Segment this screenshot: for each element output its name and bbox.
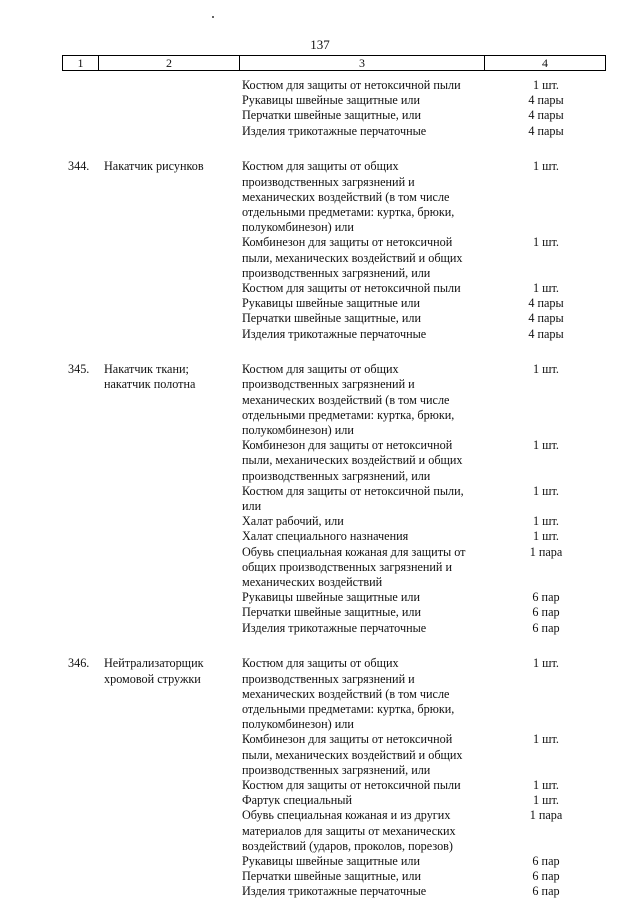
item-text: или bbox=[242, 499, 262, 513]
item-quantity: 1 шт. bbox=[533, 280, 559, 295]
item-text: Перчатки швейные защитные, или bbox=[242, 605, 422, 620]
item-text: Изделия трикотажные перчаточные bbox=[242, 326, 427, 341]
profession-name: хромовой стружки bbox=[104, 671, 201, 686]
item-text: Изделия трикотажные перчаточные bbox=[242, 620, 427, 635]
item-text: Костюм для защиты от общих bbox=[242, 656, 399, 671]
item-text: производственных загрязнений и bbox=[242, 377, 415, 392]
item-text: производственных загрязнений, или bbox=[242, 265, 431, 280]
item-text: Костюм для защиты от нетоксичной пыли bbox=[242, 280, 461, 295]
item-text: Обувь специальная кожаная для защиты от bbox=[242, 544, 466, 559]
item-text: Комбинезон для защиты от нетоксичной bbox=[242, 732, 453, 747]
item-text: механических воздействий (в том числе bbox=[242, 686, 450, 701]
item-text: производственных загрязнений, или bbox=[242, 762, 431, 777]
item-quantity: 1 шт. bbox=[533, 438, 559, 453]
item-text: Фартук специальный bbox=[242, 793, 352, 808]
item-quantity: 1 шт. bbox=[533, 235, 559, 250]
item-text: пыли, механических воздействий и общих bbox=[242, 250, 463, 265]
item-quantity: 6 пар bbox=[532, 605, 560, 620]
item-text: полукомбинезон) или bbox=[242, 717, 354, 732]
header-col-3: 3 bbox=[239, 56, 484, 70]
item-quantity: 6 пар bbox=[532, 590, 560, 605]
item-text: отдельными предметами: куртка, брюки, bbox=[242, 701, 455, 716]
header-col-2: 2 bbox=[98, 56, 239, 70]
item-quantity: 4 пары bbox=[528, 311, 564, 326]
item-quantity: 1 шт. bbox=[533, 732, 559, 747]
entry-number: 344. bbox=[68, 159, 90, 174]
item-text: Рукавицы швейные защитные или bbox=[242, 296, 420, 311]
item-quantity: 1 шт. bbox=[533, 656, 559, 671]
item-text: Рукавицы швейные защитные или bbox=[242, 590, 420, 605]
profession-name: Накатчик рисунков bbox=[104, 159, 204, 174]
item-text: Обувь специальная кожаная и из других bbox=[242, 808, 451, 823]
item-quantity: 1 шт. bbox=[533, 777, 559, 792]
item-text: механических воздействий (в том числе bbox=[242, 189, 450, 204]
item-text: Перчатки швейные защитные, или bbox=[242, 869, 422, 884]
item-text: пыли, механических воздействий и общих bbox=[242, 453, 463, 468]
item-text: пыли, механических воздействий и общих bbox=[242, 747, 463, 762]
scan-speck bbox=[212, 16, 214, 18]
item-text: отдельными предметами: куртка, брюки, bbox=[242, 407, 455, 422]
item-quantity: 1 шт. bbox=[533, 514, 559, 529]
header-col-4: 4 bbox=[484, 56, 605, 70]
item-text: полукомбинезон) или bbox=[242, 220, 354, 235]
item-text: Костюм для защиты от общих bbox=[242, 362, 399, 377]
item-text: механических воздействий (в том числе bbox=[242, 392, 450, 407]
item-quantity: 4 пары bbox=[528, 326, 564, 341]
item-text: Рукавицы швейные защитные или bbox=[242, 93, 420, 108]
profession-name: Накатчик ткани; bbox=[104, 362, 189, 377]
entry-number: 346. bbox=[68, 656, 90, 671]
item-text: механических воздействий bbox=[242, 575, 383, 589]
item-quantity: 1 шт. bbox=[533, 78, 559, 92]
item-quantity: 4 пары bbox=[528, 123, 564, 138]
item-text: Изделия трикотажные перчаточные bbox=[242, 123, 427, 138]
item-text: Комбинезон для защиты от нетоксичной bbox=[242, 438, 453, 453]
item-quantity: 4 пары bbox=[528, 93, 564, 108]
item-text: производственных загрязнений, или bbox=[242, 468, 431, 483]
item-quantity: 4 пары bbox=[528, 108, 564, 123]
item-text: отдельными предметами: куртка, брюки, bbox=[242, 204, 455, 219]
item-text: материалов для защиты от механических bbox=[242, 823, 456, 838]
item-quantity: 1 шт. bbox=[533, 483, 559, 498]
item-text: Костюм для защиты от нетоксичной пыли, bbox=[242, 483, 464, 498]
item-text: Перчатки швейные защитные, или bbox=[242, 108, 422, 123]
item-text: Халат рабочий, или bbox=[242, 514, 344, 529]
item-text: Костюм для защиты от общих bbox=[242, 159, 399, 174]
item-text: Комбинезон для защиты от нетоксичной bbox=[242, 235, 453, 250]
item-quantity: 1 шт. bbox=[533, 793, 559, 808]
item-text: производственных загрязнений и bbox=[242, 671, 415, 686]
header-col-1: 1 bbox=[77, 56, 84, 70]
table-header-row bbox=[62, 55, 606, 71]
item-text: Изделия трикотажные перчаточные bbox=[242, 884, 427, 899]
entry-number: 345. bbox=[68, 362, 90, 377]
item-text: воздействий (ударов, проколов, порезов) bbox=[242, 838, 453, 853]
page-number: 137 bbox=[310, 37, 330, 52]
profession-name: Нейтрализаторщик bbox=[104, 656, 204, 671]
item-text: производственных загрязнений и bbox=[242, 174, 415, 189]
item-text: Костюм для защиты от нетоксичной пыли bbox=[242, 777, 461, 792]
item-quantity: 1 пара bbox=[529, 544, 563, 559]
item-quantity: 1 пара bbox=[529, 808, 563, 823]
item-quantity: 6 пар bbox=[532, 869, 560, 884]
item-text: полукомбинезон) или bbox=[242, 423, 354, 437]
item-text: Халат специального назначения bbox=[242, 529, 409, 544]
item-text: Костюм для защиты от нетоксичной пыли bbox=[242, 78, 461, 92]
item-text: Рукавицы швейные защитные или bbox=[242, 853, 420, 868]
item-quantity: 1 шт. bbox=[533, 159, 559, 174]
item-text: Перчатки швейные защитные, или bbox=[242, 311, 422, 326]
item-quantity: 6 пар bbox=[532, 853, 560, 868]
item-quantity: 6 пар bbox=[532, 620, 560, 635]
item-quantity: 4 пары bbox=[528, 296, 564, 311]
item-text: общих производственных загрязнений и bbox=[242, 559, 453, 574]
item-quantity: 1 шт. bbox=[533, 529, 559, 544]
profession-name: накатчик полотна bbox=[104, 377, 196, 392]
item-quantity: 1 шт. bbox=[533, 362, 559, 377]
item-quantity: 6 пар bbox=[532, 884, 560, 899]
